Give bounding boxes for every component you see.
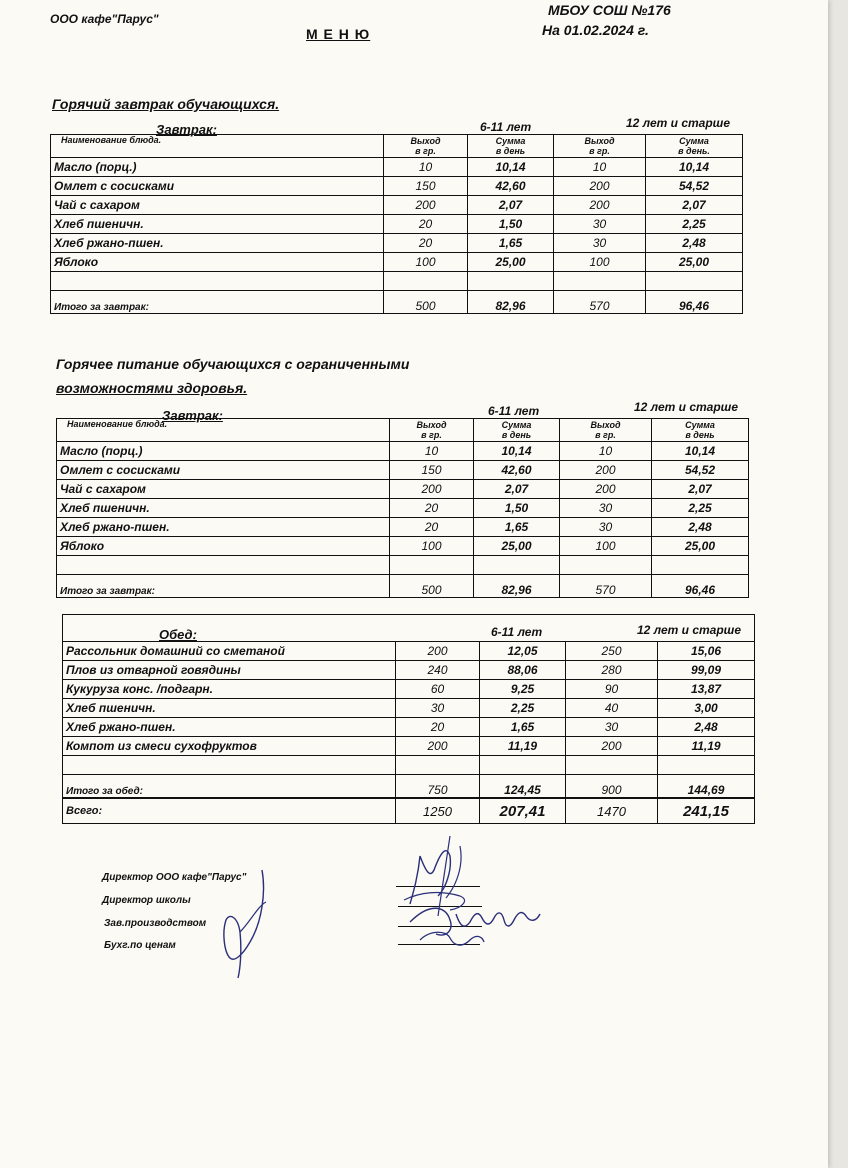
out-6-11: 200 — [390, 480, 474, 499]
sum-12-plus: 54,52 — [646, 177, 743, 196]
total-sum2: 96,46 — [652, 575, 749, 598]
out-12-plus: 200 — [566, 737, 658, 756]
sum-6-11: 1,50 — [474, 499, 560, 518]
sum-6-11: 11,19 — [480, 737, 566, 756]
col-name-header: Наименование блюда. — [51, 135, 384, 158]
dish-name: Чай с сахаром — [57, 480, 390, 499]
total-out1: 500 — [390, 575, 474, 598]
sum-12-plus: 13,87 — [658, 680, 755, 699]
table-row — [51, 234, 743, 253]
sum-6-11: 10,14 — [474, 442, 560, 461]
total-label: Итого за завтрак: — [57, 575, 390, 598]
out-12-plus: 30 — [566, 718, 658, 737]
sum-6-11: 9,25 — [480, 680, 566, 699]
sum-6-11: 1,65 — [474, 518, 560, 537]
table-row — [51, 158, 743, 177]
grand-total-sum2: 241,15 — [658, 798, 755, 824]
sum-6-11: 25,00 — [468, 253, 554, 272]
sum-6-11: 2,25 — [480, 699, 566, 718]
section2-group1: 6-11 лет — [488, 404, 540, 418]
dish-name: Хлеб ржано-пшен. — [51, 234, 384, 253]
total-out2: 570 — [560, 575, 652, 598]
out-12-plus: 200 — [554, 177, 646, 196]
sum-12-plus: 10,14 — [652, 442, 749, 461]
dish-name: Масло (порц.) — [51, 158, 384, 177]
col-sum-header: Сумма в день — [474, 419, 560, 442]
out-12-plus: 200 — [560, 461, 652, 480]
section1-meal: Завтрак: — [156, 122, 217, 137]
section2-title-line2: возможностями здоровья. — [56, 380, 248, 396]
sum-6-11: 2,07 — [468, 196, 554, 215]
table-row-total — [51, 291, 743, 314]
sum-12-plus: 2,48 — [652, 518, 749, 537]
grand-total-sum1: 207,41 — [480, 798, 566, 824]
table-row-empty — [63, 756, 755, 775]
out-12-plus: 200 — [554, 196, 646, 215]
table-row — [51, 253, 743, 272]
grand-total-label: Всего: — [63, 798, 396, 824]
grand-total-row — [63, 798, 755, 824]
sum-6-11: 2,07 — [474, 480, 560, 499]
out-6-11: 200 — [396, 642, 480, 661]
lunch-total-sum1: 124,45 — [480, 775, 566, 799]
section1-title: Горячий завтрак обучающихся. — [52, 96, 280, 112]
out-6-11: 10 — [384, 158, 468, 177]
sum-12-plus: 2,48 — [658, 718, 755, 737]
dish-name: Плов из отварной говядины — [63, 661, 396, 680]
sum-6-11: 42,60 — [468, 177, 554, 196]
table-row — [51, 196, 743, 215]
company-name: ООО кафе"Парус" — [50, 12, 159, 26]
lunch-total-sum2: 144,69 — [658, 775, 755, 799]
sum-12-plus: 2,48 — [646, 234, 743, 253]
sum-12-plus: 10,14 — [646, 158, 743, 177]
lunch-table — [62, 614, 755, 824]
sum-6-11: 12,05 — [480, 642, 566, 661]
section1-table — [50, 134, 743, 314]
dish-name: Компот из смеси сухофруктов — [63, 737, 396, 756]
dish-name: Кукуруза конс. /подгарн. — [63, 680, 396, 699]
section2-title-line1: Горячее питание обучающихся с ограниченными — [56, 356, 410, 372]
lunch-meal: Обед: — [159, 627, 197, 642]
table-row — [63, 680, 755, 699]
total-sum1: 82,96 — [474, 575, 560, 598]
lunch-group2: 12 лет и старше — [637, 623, 742, 637]
total-out1: 500 — [384, 291, 468, 314]
lunch-heading-row — [63, 615, 755, 642]
out-12-plus: 10 — [554, 158, 646, 177]
out-6-11: 150 — [384, 177, 468, 196]
col-out-header: Выход в гр. — [390, 419, 474, 442]
sum-12-plus: 2,07 — [646, 196, 743, 215]
grand-total-out1: 1250 — [396, 798, 480, 824]
table-header — [57, 419, 749, 442]
lunch-total-out2: 900 — [566, 775, 658, 799]
dish-name: Чай с сахаром — [51, 196, 384, 215]
dish-name: Рассольник домашний со сметаной — [63, 642, 396, 661]
out-12-plus: 250 — [566, 642, 658, 661]
out-12-plus: 30 — [560, 499, 652, 518]
dish-name: Яблоко — [57, 537, 390, 556]
out-6-11: 200 — [384, 196, 468, 215]
lunch-total-label: Итого за обед: — [63, 775, 396, 799]
out-6-11: 30 — [396, 699, 480, 718]
lunch-total-row — [63, 775, 755, 799]
table-row — [57, 461, 749, 480]
dish-name: Хлеб пшеничн. — [57, 499, 390, 518]
out-6-11: 20 — [384, 234, 468, 253]
table-row — [57, 480, 749, 499]
total-label: Итого за завтрак: — [51, 291, 384, 314]
sum-6-11: 1,65 — [480, 718, 566, 737]
total-sum2: 96,46 — [646, 291, 743, 314]
out-6-11: 20 — [390, 499, 474, 518]
sum-6-11: 10,14 — [468, 158, 554, 177]
table-row — [63, 718, 755, 737]
dish-name: Омлет с сосисками — [51, 177, 384, 196]
sum-12-plus: 15,06 — [658, 642, 755, 661]
out-12-plus: 10 — [560, 442, 652, 461]
table-row — [63, 642, 755, 661]
sign-director-cafe: Директор ООО кафе"Парус" — [102, 872, 247, 883]
menu-date: На 01.02.2024 г. — [542, 22, 649, 38]
table-row — [63, 661, 755, 680]
sum-12-plus: 2,25 — [652, 499, 749, 518]
table-row — [51, 177, 743, 196]
col-out2-header: Выход в гр. — [554, 135, 646, 158]
table-row — [57, 499, 749, 518]
table-row — [57, 442, 749, 461]
sum-6-11: 1,65 — [468, 234, 554, 253]
lunch-total-out1: 750 — [396, 775, 480, 799]
table-row — [57, 518, 749, 537]
sum-12-plus: 3,00 — [658, 699, 755, 718]
out-12-plus: 30 — [554, 234, 646, 253]
out-6-11: 200 — [396, 737, 480, 756]
sign-accountant: Бухг.по ценам — [104, 940, 176, 951]
sum-12-plus: 25,00 — [646, 253, 743, 272]
out-6-11: 100 — [384, 253, 468, 272]
section2-group2: 12 лет и старше — [634, 400, 739, 414]
out-6-11: 60 — [396, 680, 480, 699]
table-row-total — [57, 575, 749, 598]
dish-name: Яблоко — [51, 253, 384, 272]
table-row — [63, 737, 755, 756]
sum-12-plus: 99,09 — [658, 661, 755, 680]
table-row — [51, 215, 743, 234]
out-12-plus: 100 — [560, 537, 652, 556]
dish-name: Масло (порц.) — [57, 442, 390, 461]
sum-12-plus: 2,07 — [652, 480, 749, 499]
out-12-plus: 90 — [566, 680, 658, 699]
handwritten-signature-right — [390, 826, 560, 966]
sum-6-11: 42,60 — [474, 461, 560, 480]
grand-total-out2: 1470 — [566, 798, 658, 824]
sign-director-school: Директор школы — [102, 895, 191, 906]
sum-6-11: 1,50 — [468, 215, 554, 234]
col-out2-header: Выход в гр. — [560, 419, 652, 442]
dish-name: Хлеб ржано-пшен. — [57, 518, 390, 537]
col-sum-header: Сумма в день — [468, 135, 554, 158]
dish-name: Хлеб пшеничн. — [51, 215, 384, 234]
col-sum2-header: Сумма в день. — [646, 135, 743, 158]
sum-12-plus: 54,52 — [652, 461, 749, 480]
col-sum2-header: Сумма в день — [652, 419, 749, 442]
out-6-11: 20 — [390, 518, 474, 537]
dish-name: Омлет с сосисками — [57, 461, 390, 480]
out-6-11: 20 — [396, 718, 480, 737]
total-sum1: 82,96 — [468, 291, 554, 314]
section1-group1: 6-11 лет — [480, 120, 532, 134]
out-6-11: 150 — [390, 461, 474, 480]
dish-name: Хлеб пшеничн. — [63, 699, 396, 718]
total-out2: 570 — [554, 291, 646, 314]
out-6-11: 240 — [396, 661, 480, 680]
table-row — [63, 699, 755, 718]
sign-production-head: Зав.производством — [104, 918, 207, 929]
table-row — [57, 537, 749, 556]
sum-12-plus: 25,00 — [652, 537, 749, 556]
dish-name: Хлеб ржано-пшен. — [63, 718, 396, 737]
section2-table — [56, 418, 749, 598]
out-6-11: 10 — [390, 442, 474, 461]
handwritten-signature-left — [200, 862, 290, 982]
section2-meal: Завтрак: — [162, 408, 223, 423]
out-12-plus: 30 — [554, 215, 646, 234]
sum-12-plus: 2,25 — [646, 215, 743, 234]
sum-12-plus: 11,19 — [658, 737, 755, 756]
out-12-plus: 40 — [566, 699, 658, 718]
out-12-plus: 30 — [560, 518, 652, 537]
school-name: МБОУ СОШ №176 — [548, 2, 671, 18]
out-6-11: 100 — [390, 537, 474, 556]
out-6-11: 20 — [384, 215, 468, 234]
col-name-header: Наименование блюда. — [57, 419, 390, 442]
out-12-plus: 200 — [560, 480, 652, 499]
table-row-empty — [51, 272, 743, 291]
page-title: М Е Н Ю — [306, 26, 371, 42]
out-12-plus: 280 — [566, 661, 658, 680]
out-12-plus: 100 — [554, 253, 646, 272]
table-row-empty — [57, 556, 749, 575]
col-out-header: Выход в гр. — [384, 135, 468, 158]
sum-6-11: 25,00 — [474, 537, 560, 556]
section1-group2: 12 лет и старше — [626, 116, 731, 130]
table-header — [51, 135, 743, 158]
lunch-group1: 6-11 лет — [491, 625, 543, 639]
sum-6-11: 88,06 — [480, 661, 566, 680]
